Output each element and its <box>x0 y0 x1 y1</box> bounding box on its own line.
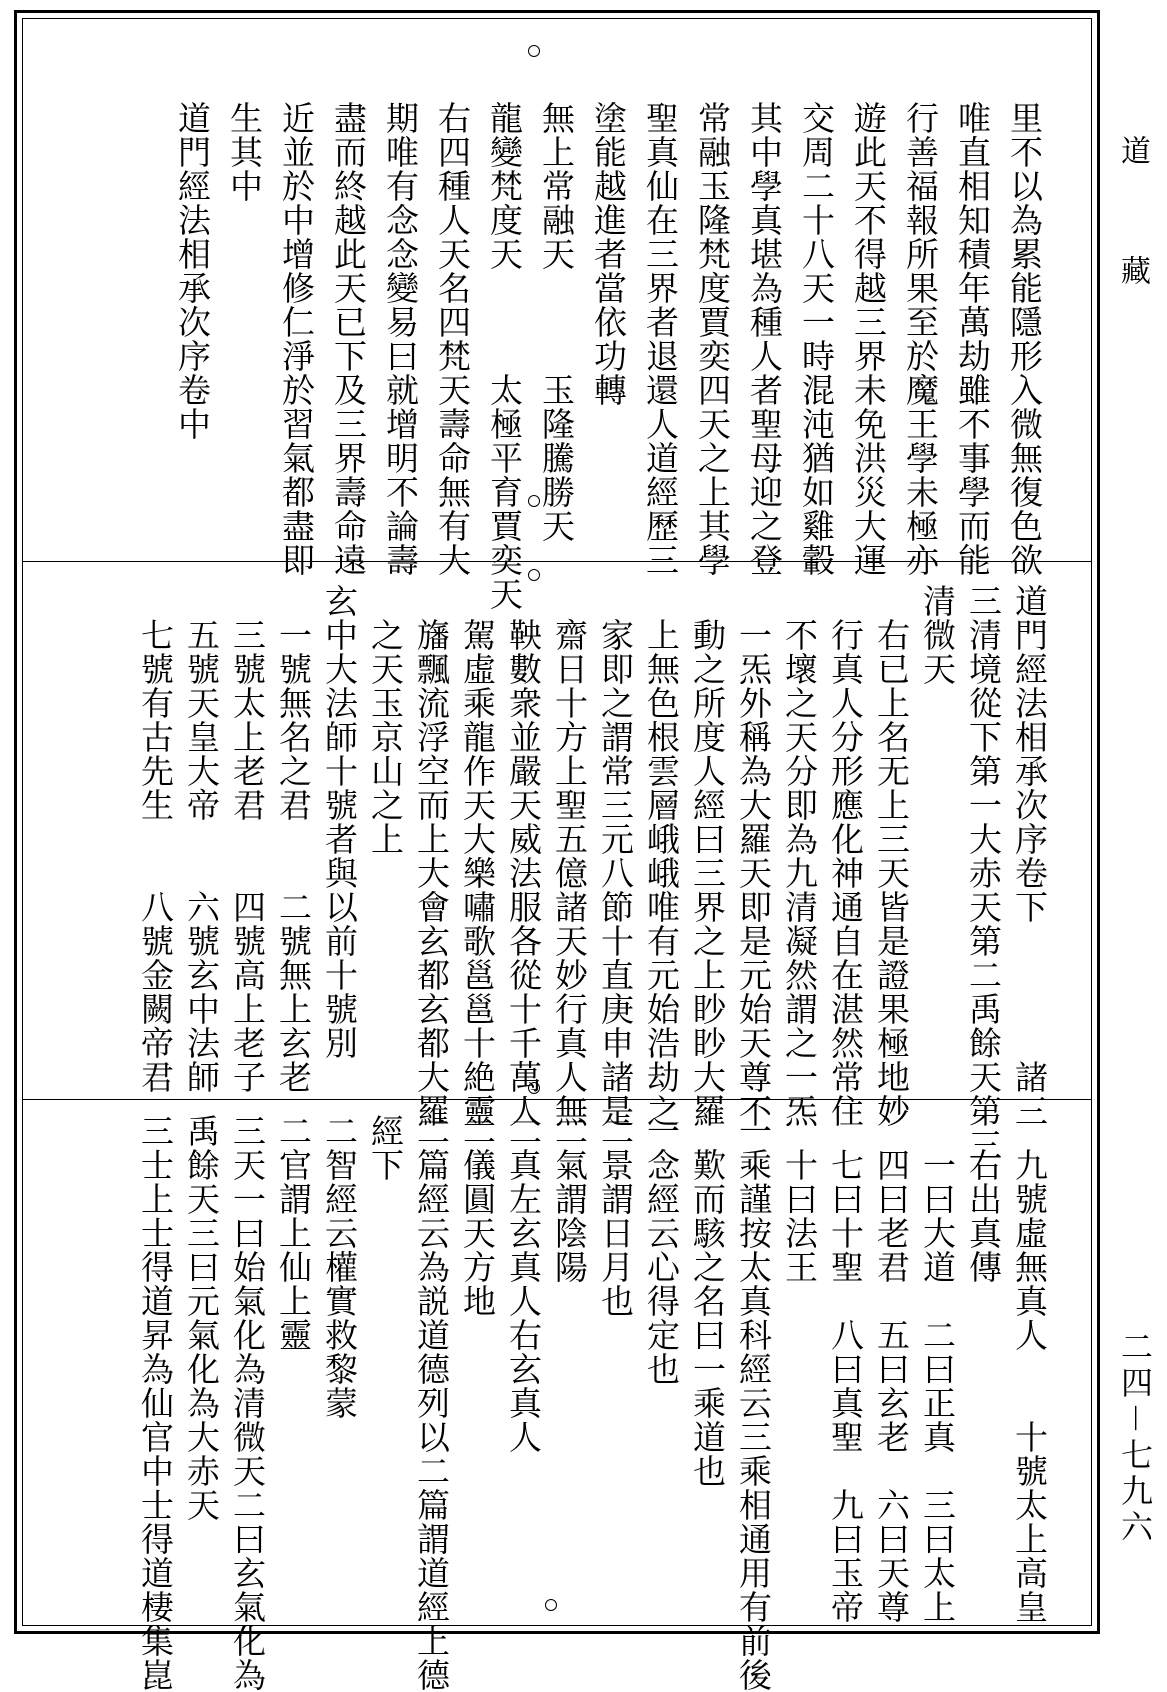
text-column: 清微天 <box>918 584 957 686</box>
text-column: 五號天皇大帝 六號玄中法師 <box>182 584 221 1094</box>
page-number: 二四－七九六 <box>1116 1330 1154 1547</box>
text-column: 唯直相知積年萬劫雖不事學而能 <box>953 101 992 577</box>
text-column: 駕虛乘龍作天大樂嘯歌邕邕十絶靈 <box>458 584 497 1128</box>
text-column: 二氣謂陰陽 <box>550 1114 589 1284</box>
text-column: 十曰法王 <box>780 1114 819 1284</box>
text-column: 之天玉京山之上 <box>366 584 405 856</box>
text-column: 聖真仙在三界者退還人道經歷三 <box>641 101 680 577</box>
text-column: 三清境從下第一大赤天第二禹餘天第三 <box>964 584 1003 1162</box>
circle-mark <box>528 495 540 507</box>
circle-mark <box>528 1082 540 1094</box>
text-column: 其中學真堪為種人者聖母迎之登 <box>745 101 784 577</box>
text-column: 近並於中增修仁淨於習氣都盡即 <box>277 101 316 577</box>
text-column: 行真人分形應化神通自在湛然常住 <box>826 584 865 1128</box>
text-column: 一炁外稱為大羅天即是元始天尊不 <box>734 584 773 1128</box>
panel-lower <box>23 1100 1091 1692</box>
text-column: 九號虛無真人 十號太上高皇 <box>1010 1114 1049 1624</box>
circle-mark <box>528 569 540 581</box>
text-column: 生其中 <box>225 101 264 203</box>
text-column: 二儀圓天方地 <box>458 1114 497 1318</box>
text-column: 龍變梵度天 太極平育賈奕天 <box>485 101 524 611</box>
text-column: 二真左玄真人右玄真人 <box>504 1114 543 1454</box>
text-column: 上無色根雲層峨峨唯有元始浩劫之 <box>642 584 681 1128</box>
text-column: 遊此天不得越三界未免洪災大運 <box>849 101 888 577</box>
text-column: 期唯有念念變易曰就增明不論壽 <box>381 101 420 577</box>
text-column: 三天一曰始氣化為清微天二曰玄氣化為 <box>228 1114 267 1692</box>
text-column: 道門經法相承次序卷下 諸三 <box>1010 584 1049 1128</box>
text-column: 旛飄流浮空而上大會玄都玄都大羅 <box>412 584 451 1128</box>
text-column: 塗能越進者當依功轉 <box>589 101 628 407</box>
text-column: 一念經云心得定也 <box>642 1114 681 1386</box>
circle-mark <box>545 1599 557 1611</box>
text-column: 右已上名无上三天皆是證果極地妙 <box>872 584 911 1128</box>
text-column: 歎而駭之名曰一乘道也 <box>688 1114 727 1488</box>
text-column: 里不以為累能隱形入微無復色欲 <box>1005 101 1044 577</box>
text-column: 二景謂日月也 <box>596 1114 635 1318</box>
text-column: 右出真傳 <box>964 1114 1003 1284</box>
text-column: 右四種人天名四梵天壽命無有大 <box>433 101 472 577</box>
text-column: 二智經云權實救黎蒙 <box>320 1114 359 1420</box>
text-column: 行善福報所果至於魔王學未極亦 <box>901 101 940 577</box>
text-column: 鞅數衆並嚴天威法服各從十千萬人 <box>504 584 543 1128</box>
text-column: 家即之謂常三元八節十直庚申諸是 <box>596 584 635 1128</box>
text-column: 二官謂上仙上靈 <box>274 1114 313 1352</box>
text-column: 三號太上老君 四號高上老子 <box>228 584 267 1094</box>
side-label-dao: 道 <box>1115 135 1150 189</box>
text-column: 三士上士得道昇為仙官中士得道棲集崑 <box>136 1114 175 1692</box>
text-column: 玄中大法師十號者與以前十號別 <box>320 584 359 1060</box>
text-column: 動之所度人經曰三界之上眇眇大羅 <box>688 584 727 1128</box>
text-column: 禹餘天三曰元氣化為大赤天 <box>182 1114 221 1522</box>
circle-mark <box>528 45 540 57</box>
text-column: 道門經法相承次序卷中 <box>173 101 212 441</box>
text-column: 盡而終越此天已下及三界壽命遠 <box>329 101 368 577</box>
text-column: 經下 <box>366 1114 405 1182</box>
text-column: 一乘謹按太真科經云三乘相通用有前後 <box>734 1114 773 1692</box>
text-column: 二篇經云為説道德列以二篇謂道經上德 <box>412 1114 451 1692</box>
page-inner-border <box>22 18 1092 1692</box>
text-column: 一號無名之君 二號無上玄老 <box>274 584 313 1094</box>
panel-upper <box>23 19 1091 611</box>
text-column: 一曰大道 二曰正真 三曰太上 <box>918 1114 957 1624</box>
page-frame <box>14 10 1100 1692</box>
text-column: 齋日十方上聖五億諸天妙行真人無 <box>550 584 589 1128</box>
text-column: 交周二十八天一時混沌猶如雞轂 <box>797 101 836 577</box>
text-column: 無上常融天 玉隆騰勝天 <box>537 101 576 543</box>
side-label-zang: 藏 <box>1115 255 1150 309</box>
text-column: 不壞之天分即為九清凝然謂之一炁 <box>780 584 819 1128</box>
text-column: 七曰十聖 八曰真聖 九曰玉帝 <box>826 1114 865 1624</box>
text-column: 四曰老君 五曰玄老 六曰天尊 <box>872 1114 911 1624</box>
text-column: 七號有古先生 八號金闕帝君 <box>136 584 175 1094</box>
text-column: 常融玉隆梵度賈奕四天之上其學 <box>693 101 732 577</box>
